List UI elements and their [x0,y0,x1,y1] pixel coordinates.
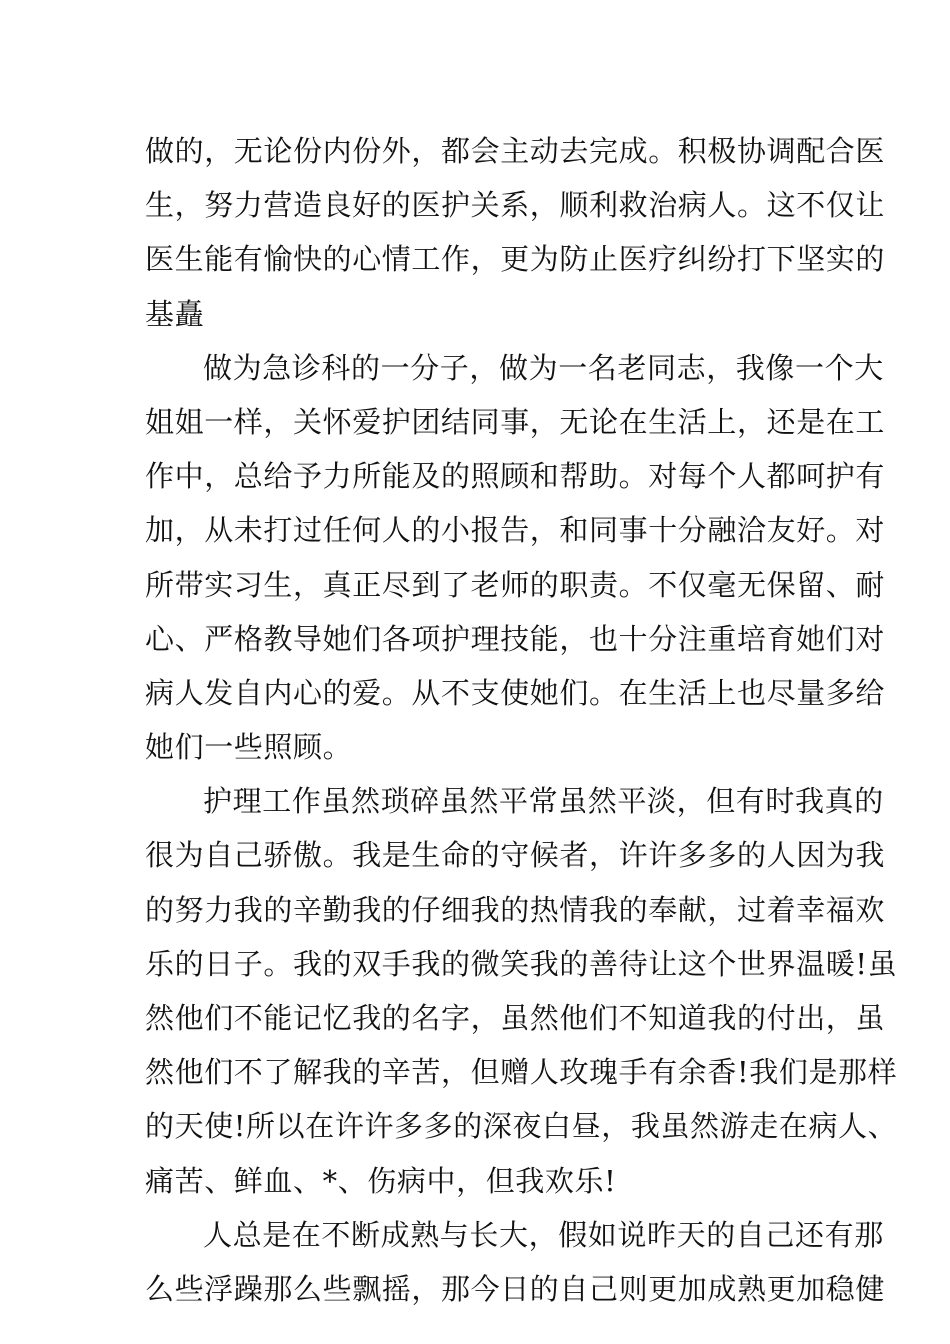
text-line: 然他们不能记忆我的名字，虽然他们不知道我的付出，虽 [145,1001,886,1035]
text-line: 的天使!所以在许许多多的深夜白昼，我虽然游走在病人、 [145,1109,898,1144]
text-line: 很为自己骄傲。我是生命的守候者，许许多多的人因为我 [145,838,886,873]
text-line: 然他们不了解我的辛苦，但赠人玫瑰手有余香!我们是那样 [145,1055,898,1090]
text-line: 基矗 [145,296,205,331]
text-line: 护理工作虽然琐碎虽然平常虽然平淡，但有时我真的 [203,784,884,819]
text-line: 姐姐一样，关怀爱护团结同事，无论在生活上，还是在工 [145,404,886,439]
text-line: 心、严格教导她们各项护理技能，也十分注重培育她们对 [145,621,886,656]
text-line: 作中，总给予力所能及的照顾和帮助。对每个人都呵护有 [145,459,886,494]
text-line: 做为急诊科的一分子，做为一名老同志，我像一个大 [203,350,884,385]
text-line: 她们一些照顾。 [145,730,353,765]
text-line: 乐的日子。我的双手我的微笑我的善待让这个世界温暖!虽 [145,946,898,981]
text-line: 医生能有愉快的心情工作，更为防止医疗纠纷打下坚实的 [145,242,886,277]
text-line: 么些浮躁那么些飘摇，那今日的自己则更加成熟更加稳健 [145,1271,886,1306]
text-line: 的努力我的辛勤我的仔细我的热情我的奉献，过着幸福欢 [145,892,886,927]
text-line: 所带实习生，真正尽到了老师的职责。不仅毫无保留、耐 [145,567,886,602]
text-line: 加，从未打过任何人的小报告，和同事十分融洽友好。对 [145,513,886,548]
text-line: 生，努力营造良好的医护关系，顺利救治病人。这不仅让 [145,188,886,223]
text-line: 痛苦、鲜血、*、伤病中，但我欢乐! [145,1163,617,1198]
text-line: 人总是在不断成熟与长大，假如说昨天的自己还有那 [203,1217,884,1252]
body-text [145,124,898,1316]
text-line: 做的，无论份内份外，都会主动去完成。积极协调配合医 [145,134,886,168]
text-line: 病人发自内心的爱。从不支使她们。在生活上也尽量多给 [145,675,886,710]
